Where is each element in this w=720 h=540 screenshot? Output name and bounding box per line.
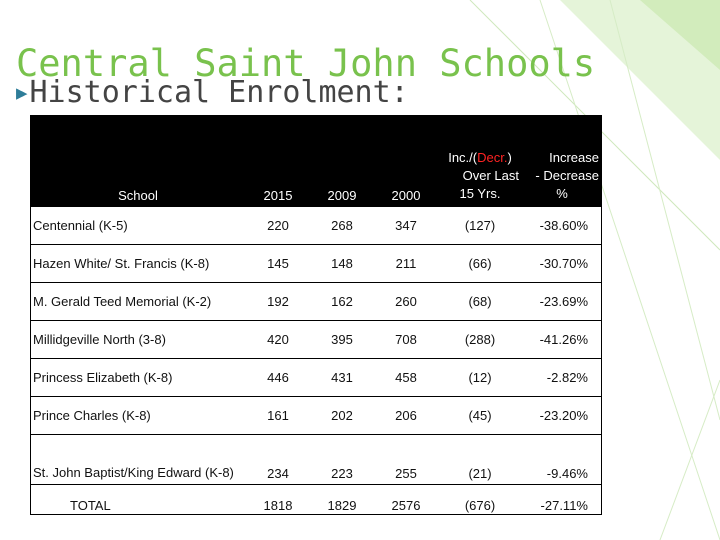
enrolment-2009: 148: [310, 245, 374, 283]
change-value: (45): [438, 397, 522, 435]
school-name: St. John Baptist/King Edward (K-8): [30, 435, 246, 485]
table-row: [30, 359, 602, 397]
school-name: Centennial (K-5): [30, 207, 246, 245]
change-percent: -9.46%: [522, 435, 602, 485]
header-2009: 2009: [310, 115, 374, 207]
decr-text: Decr.: [477, 150, 508, 165]
change-value: (127): [438, 207, 522, 245]
total-2015: 1818: [263, 497, 293, 513]
enrolment-2000: 255: [374, 435, 438, 485]
slide-subtitle: [16, 76, 409, 110]
enrolment-table: [30, 115, 602, 515]
header-percent: Increase - Decrease %: [522, 115, 602, 207]
table-row: [30, 207, 602, 245]
enrolment-2009: 223: [310, 435, 374, 485]
total-percent: -27.11%: [540, 497, 588, 513]
enrolment-2015: 220: [246, 207, 310, 245]
header-2015: 2015: [246, 115, 310, 207]
enrolment-2000: 211: [374, 245, 438, 283]
school-name: M. Gerald Teed Memorial (K-2): [30, 283, 246, 321]
enrolment-2015: 145: [246, 245, 310, 283]
school-name: Princess Elizabeth (K-8): [30, 359, 246, 397]
play-arrow-icon: ▶: [16, 82, 28, 104]
enrolment-2009: 162: [310, 283, 374, 321]
enrolment-2000: 458: [374, 359, 438, 397]
enrolment-2000: 206: [374, 397, 438, 435]
enrolment-2015: 420: [246, 321, 310, 359]
slide-title: Central Saint John Schools: [16, 42, 596, 85]
change-percent: -2.82%: [522, 359, 602, 397]
enrolment-2009: 395: [310, 321, 374, 359]
change-percent: -30.70%: [522, 245, 602, 283]
table-row: [30, 283, 602, 321]
subtitle-text: Historical Enrolment:: [29, 75, 409, 110]
change-percent: -23.20%: [522, 397, 602, 435]
enrolment-2015: 446: [246, 359, 310, 397]
header-school: School: [30, 115, 246, 207]
enrolment-2015: 234: [246, 435, 310, 485]
table-row: [30, 435, 602, 485]
table-total-row: [30, 485, 602, 526]
enrolment-2015: 192: [246, 283, 310, 321]
enrolment-2009: 268: [310, 207, 374, 245]
enrolment-2000: 708: [374, 321, 438, 359]
enrolment-2000: 260: [374, 283, 438, 321]
table-row: [30, 321, 602, 359]
total-2000: 2576: [391, 497, 421, 513]
table-header-row: [30, 115, 602, 207]
change-value: (288): [438, 321, 522, 359]
enrolment-2000: 347: [374, 207, 438, 245]
change-percent: -23.69%: [522, 283, 602, 321]
total-change: (676): [464, 497, 496, 513]
header-2000: 2000: [374, 115, 438, 207]
enrolment-2015: 161: [246, 397, 310, 435]
enrolment-2009: 431: [310, 359, 374, 397]
header-change: Inc./(Decr.) Over Last 15 Yrs.: [438, 115, 522, 207]
total-2009: 1829: [327, 497, 357, 513]
change-value: (21): [438, 435, 522, 485]
change-value: (68): [438, 283, 522, 321]
change-value: (12): [438, 359, 522, 397]
school-name: Hazen White/ St. Francis (K-8): [30, 245, 246, 283]
change-value: (66): [438, 245, 522, 283]
change-percent: -41.26%: [522, 321, 602, 359]
table-row: [30, 245, 602, 283]
table-row: [30, 397, 602, 435]
school-name: Millidgeville North (3-8): [30, 321, 246, 359]
school-name: Prince Charles (K-8): [30, 397, 246, 435]
change-percent: -38.60%: [522, 207, 602, 245]
total-label: TOTAL: [70, 497, 111, 513]
enrolment-2009: 202: [310, 397, 374, 435]
